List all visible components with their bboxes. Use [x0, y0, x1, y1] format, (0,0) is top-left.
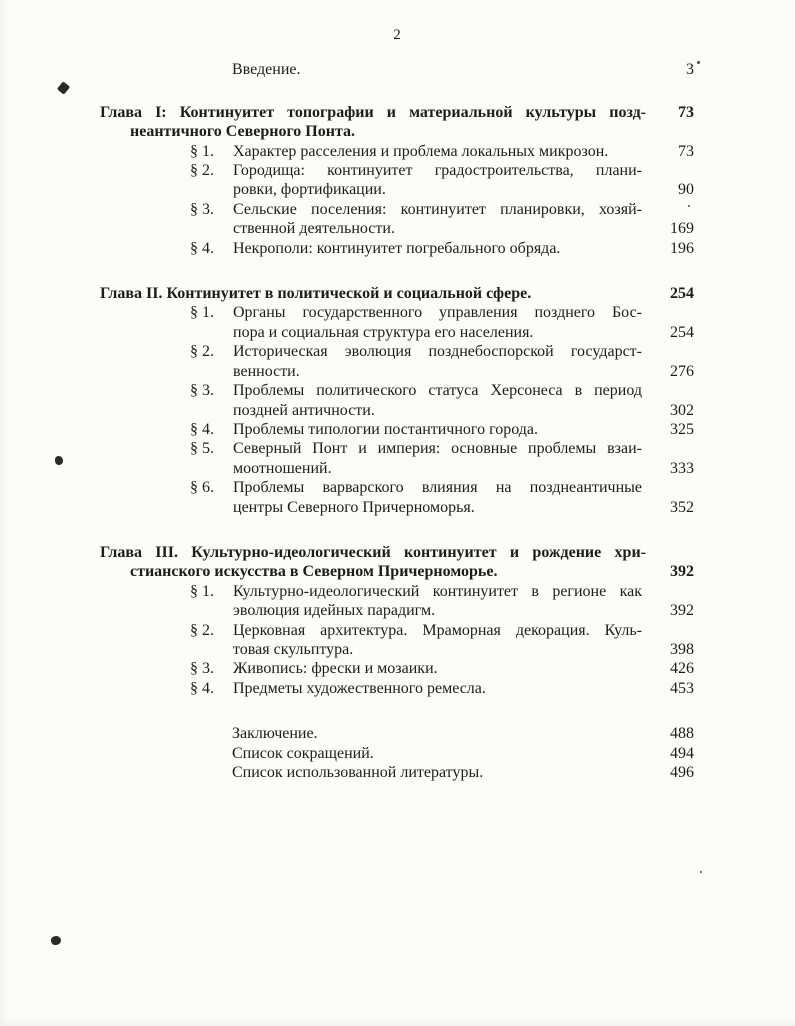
section-page-number: 325	[670, 420, 694, 438]
section-line: венности.	[233, 362, 300, 380]
toc-section	[100, 142, 694, 161]
section-page-number: 302	[670, 401, 694, 419]
toc-section	[100, 161, 694, 200]
section-line: Историческая эволюция позднебоспорской государст-	[233, 343, 642, 361]
section-page-number: 90	[678, 181, 694, 199]
section-line: Предметы художественного ремесла.	[233, 679, 486, 697]
toc-section	[100, 659, 694, 678]
heading-line: Глава II. Континуитет в политической и социальной сфере.	[100, 285, 532, 303]
section-label: § 2.	[190, 343, 214, 361]
toc-section	[100, 239, 694, 258]
section-label: § 1.	[190, 142, 214, 160]
ink-mark	[57, 81, 70, 94]
section-title	[233, 679, 654, 698]
chapter-title	[100, 103, 654, 142]
section-label: § 1.	[190, 582, 214, 600]
page-number: 2	[393, 27, 401, 43]
section-title	[233, 239, 654, 258]
section-label: § 1.	[190, 304, 214, 322]
section-page-number: 73	[678, 142, 694, 160]
toc-section	[100, 439, 694, 478]
toc-section	[100, 420, 694, 439]
entry-title: Введение.	[232, 61, 301, 79]
toc-entry-bibliography	[100, 763, 694, 782]
chapter-title	[100, 284, 654, 303]
ink-mark	[50, 935, 62, 946]
back-matter-block	[100, 724, 694, 782]
section-title	[233, 381, 654, 420]
chapter-1-block	[100, 103, 694, 258]
section-title	[233, 659, 654, 678]
section-page-number: 398	[670, 640, 694, 658]
entry-page-number: 3	[686, 61, 694, 79]
section-label: § 2.	[190, 621, 214, 639]
section-page-number: 276	[670, 362, 694, 380]
section-line: Северный Понт и империя: основные проблемы взаи-	[233, 440, 642, 458]
section-label: § 2.	[190, 162, 214, 180]
section-line: Церковная архитектура. Мраморная декорация. Куль-	[233, 621, 642, 639]
section-line: Культурно-идеологический континуитет в регионе как	[233, 582, 642, 600]
entry-page-number: 494	[670, 744, 694, 762]
ink-speck	[700, 871, 702, 873]
section-label: § 4.	[190, 679, 214, 697]
ink-speck	[697, 61, 700, 64]
section-line: центры Северного Причерноморья.	[233, 498, 475, 516]
section-line: Живопись: фрески и мозаики.	[233, 660, 438, 678]
section-title	[233, 342, 654, 381]
section-page-number: 333	[670, 459, 694, 477]
section-page-number: 426	[670, 660, 694, 678]
chapter-page-number: 392	[670, 563, 694, 581]
heading-line: стианского искусства в Северном Причерноморье.	[130, 563, 498, 581]
section-label: § 4.	[190, 239, 214, 257]
section-page-number: 453	[670, 679, 694, 697]
section-title	[233, 161, 654, 200]
section-line: Проблемы варварского влияния на позднеантичные	[233, 479, 642, 497]
heading-line: неантичного Северного Понта.	[130, 123, 356, 141]
section-page-number: 169	[670, 220, 694, 238]
section-page-number: 254	[670, 323, 694, 341]
section-line: моотношений.	[233, 459, 332, 477]
section-title	[233, 439, 654, 478]
chapter-page-number: 254	[670, 285, 694, 303]
toc-entry-conclusion	[100, 724, 694, 743]
toc-entry-introduction	[100, 60, 694, 79]
heading-line: Глава I: Континуитет топографии и материальной культуры позд-	[100, 103, 646, 121]
entry-title: Список использованной литературы.	[232, 764, 484, 781]
section-page-number: 352	[670, 498, 694, 516]
section-line: товая скульптура.	[233, 640, 354, 658]
toc-section	[100, 381, 694, 420]
chapter-3-heading	[100, 543, 694, 582]
heading-line: Глава III. Культурно-идеологический континуитет и рождение хри-	[100, 543, 646, 561]
section-label: § 3.	[190, 382, 214, 400]
section-label: § 6.	[190, 479, 214, 497]
section-line: поздней античности.	[233, 401, 375, 419]
section-line: ственной деятельности.	[233, 220, 395, 238]
chapter-2-block	[100, 284, 694, 517]
entry-title: Заключение.	[232, 725, 318, 743]
section-title	[233, 200, 654, 239]
section-title	[233, 303, 654, 342]
section-page-number: 392	[670, 602, 694, 620]
chapter-1-heading	[100, 103, 694, 142]
chapter-3-block	[100, 543, 694, 698]
section-line: Органы государственного управления позднего Бос-	[233, 304, 642, 322]
section-title	[233, 478, 654, 517]
chapter-title	[100, 543, 654, 582]
toc-section	[100, 621, 694, 660]
section-line: Проблемы типологии постантичного города.	[233, 420, 539, 438]
toc-section	[100, 200, 694, 239]
chapter-page-number: 73	[678, 103, 694, 121]
section-line: Некрополи: континуитет погребального обряда.	[233, 239, 561, 257]
ink-mark	[55, 456, 63, 465]
section-label: § 3.	[190, 200, 214, 218]
toc-section	[100, 303, 694, 342]
section-line: ровки, фортификации.	[233, 181, 386, 199]
toc-section	[100, 582, 694, 621]
entry-title: Список сокращений.	[232, 744, 374, 762]
toc-section	[100, 478, 694, 517]
section-line: Характер расселения и проблема локальных микрозон.	[233, 142, 609, 160]
section-line: Сельские поселения: континуитет планировки, хозяй-	[233, 200, 642, 218]
section-label: § 3.	[190, 660, 214, 678]
entry-page-number: 488	[670, 725, 694, 743]
section-title	[233, 621, 654, 660]
section-title	[233, 420, 654, 439]
section-title	[233, 142, 654, 161]
section-label: § 4.	[190, 420, 214, 438]
section-label: § 5.	[190, 440, 214, 458]
section-line: эволюция идейных парадигм.	[233, 602, 436, 620]
section-line: пора и социальная структура его населения.	[233, 323, 534, 341]
toc-entry-abbreviations	[100, 744, 694, 763]
toc-section	[100, 679, 694, 698]
section-title	[233, 582, 654, 621]
ink-speck	[688, 205, 690, 207]
toc-section	[100, 342, 694, 381]
section-line: Городища: континуитет градостроительства, плани-	[233, 162, 642, 180]
chapter-2-heading	[100, 284, 694, 303]
entry-page-number: 496	[670, 764, 694, 781]
section-line: Проблемы политического статуса Херсонеса в период	[233, 382, 642, 400]
section-page-number: 196	[670, 239, 694, 257]
